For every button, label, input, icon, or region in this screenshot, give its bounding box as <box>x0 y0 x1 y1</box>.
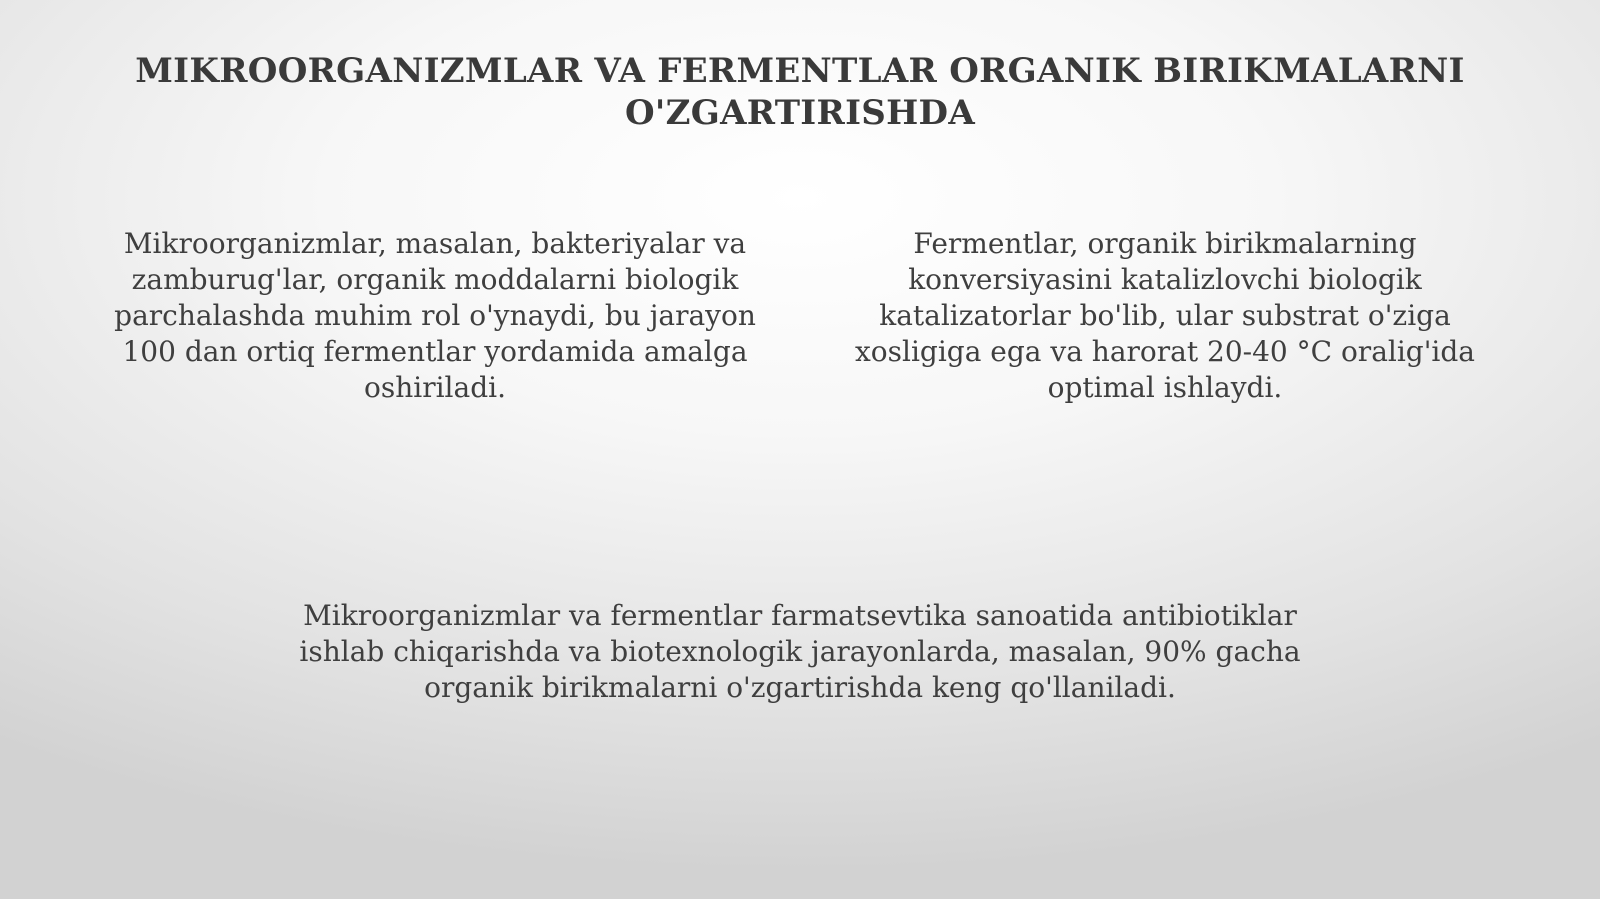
slide-title: MIKROORGANIZMLAR VA FERMENTLAR ORGANIK BIRIKMALARNI O'ZGARTIRISHDA <box>135 51 1465 133</box>
right-text-block: Fermentlar, organik birikmalarning konversiyasini katalizlovchi biologik katalizatorlar bo'lib, ular substrat o'ziga xosligiga ega va harorat 20-40 °C oralig'ida optimal ishlaydi. <box>854 227 1475 404</box>
bottom-text-block: Mikroorganizmlar va fermentlar farmatsevtika sanoatida antibiotiklar ishlab chiqarishda va biotexnologik jarayonlarda, masalan, 90% gacha organik birikmalarni o'zgartirishda keng qo'llaniladi. <box>299 599 1301 704</box>
left-text-block: Mikroorganizmlar, masalan, bakteriyalar va zamburug'lar, organik moddalarni biologik parchalashda muhim rol o'ynaydi, bu jarayon 100 dan ortiq fermentlar yordamida amalga oshiriladi. <box>114 227 756 404</box>
